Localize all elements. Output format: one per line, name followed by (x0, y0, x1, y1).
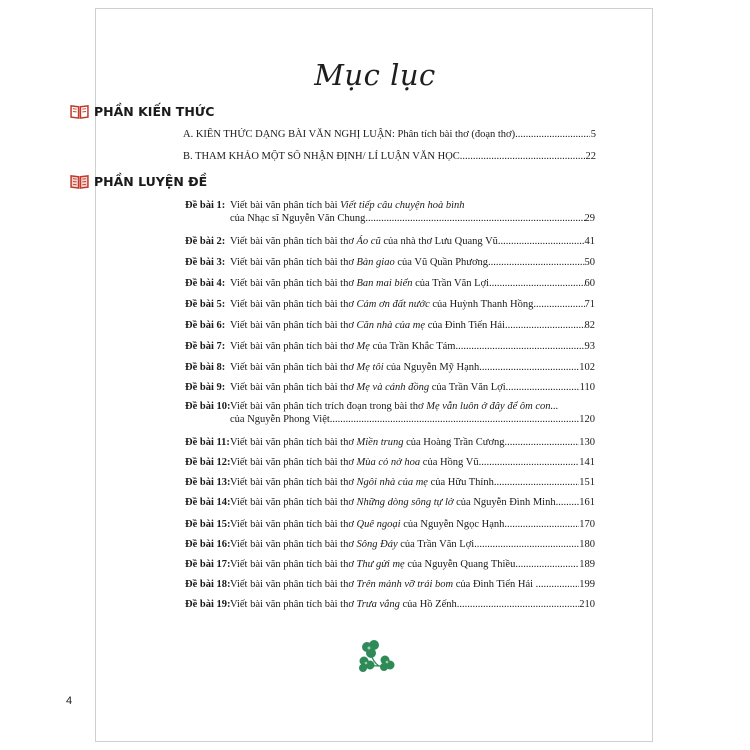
leader-dots (457, 598, 580, 611)
exercise-text-cont: của Nguyễn Phong Việt (230, 414, 330, 425)
work-title: Trên mảnh vỡ trái bom (356, 579, 454, 590)
exercise-author: của Hoàng Trần Cương (403, 437, 505, 448)
exercise-label: Đề bài 19: (185, 599, 231, 610)
work-title: Thư gửi mẹ (356, 559, 405, 570)
work-title: Miền trung (356, 437, 404, 448)
exercise-label: Đề bài 17: (185, 559, 231, 570)
leader-dots (479, 361, 579, 374)
section-heading-label: PHẦN KIẾN THỨC (94, 104, 215, 119)
exercise-page: 50 (584, 257, 595, 268)
toc-entry-page: 22 (585, 151, 596, 162)
exercise-author: của Đinh Tiến Hải (425, 320, 505, 331)
exercise-page: 199 (579, 579, 595, 590)
leader-dots (460, 150, 585, 163)
leader-dots (541, 578, 579, 591)
work-title: Viết tiếp câu chuyện hoà bình (340, 200, 465, 211)
exercise-text: Viết bài văn phân tích bài thơ (230, 236, 357, 247)
exercise-author: của Đinh Tiến Hải .. (453, 579, 541, 590)
exercise-author: của Vũ Quần Phương (394, 257, 489, 268)
section-heading-label: PHẦN LUYỆN ĐỀ (94, 174, 208, 189)
exercise-author: của Trần Văn Lợi (429, 382, 506, 393)
exercise-text-cont: của Nhạc sĩ Nguyễn Văn Chung (230, 213, 366, 224)
exercise-label: Đề bài 12: (185, 457, 231, 468)
exercise-text: Viết bài văn phân tích bài thơ (230, 539, 357, 550)
leader-dots (556, 496, 580, 509)
exercise-page: 71 (584, 299, 595, 310)
exercise-label: Đề bài 6: (185, 320, 226, 331)
leader-dots (506, 381, 580, 394)
work-title: Mẹ và cánh đồng (356, 382, 430, 393)
work-title: Trưa vắng (356, 599, 400, 610)
exercise-label: Đề bài 3: (185, 257, 226, 268)
exercise-author: của Nguyễn Quang Thiều (404, 559, 516, 570)
exercise-page: 170 (579, 519, 595, 530)
leader-dots (455, 340, 584, 353)
exercise-label: Đề bài 10: (185, 401, 231, 412)
exercise-text: Viết bài văn phân tích bài (230, 200, 341, 211)
work-title: Mùa cỏ nở hoa (356, 457, 421, 468)
leader-dots (474, 538, 579, 551)
page-title: Mục lục (314, 58, 436, 92)
exercise-label: Đề bài 4: (185, 278, 226, 289)
exercise-page: 60 (584, 278, 595, 289)
open-book-icon (70, 174, 89, 189)
leader-dots (488, 256, 584, 269)
exercise-label: Đề bài 9: (185, 382, 226, 393)
clover-icon (355, 636, 399, 676)
toc-entry[interactable] (183, 128, 596, 141)
exercise-page: 210 (579, 599, 595, 610)
leader-dots (505, 436, 580, 449)
exercise-author: của Hồng Vũ (420, 457, 479, 468)
leader-dots (533, 298, 584, 311)
exercise-text: Viết bài văn phân tích bài thơ (230, 519, 357, 530)
exercise-author: của Nguyễn Đình Minh (453, 497, 556, 508)
work-title: Cảm ơn đất nước (356, 299, 430, 310)
exercise-page: 29 (584, 213, 595, 224)
exercise-page: 180 (579, 539, 595, 550)
exercise-page: 161 (579, 497, 595, 508)
exercise-text: Viết bài văn phân tích bài thơ (230, 599, 357, 610)
exercise-author: của Hồ Zếnh (399, 599, 457, 610)
open-book-icon (70, 104, 89, 119)
exercise-label: Đề bài 8: (185, 362, 226, 373)
exercise-label: Đề bài 16: (185, 539, 231, 550)
exercise-entry[interactable] (185, 400, 595, 428)
exercise-page: 102 (579, 362, 595, 373)
work-title: Mẹ (356, 341, 370, 352)
exercise-page: 93 (584, 341, 595, 352)
exercise-text: Viết bài văn phân tích trích đoạn trong bài thơ (230, 401, 427, 412)
section-heading-practice (70, 174, 207, 189)
leader-dots (479, 456, 580, 469)
work-title: Sông Đáy (356, 539, 398, 550)
exercise-label: Đề bài 5: (185, 299, 226, 310)
exercise-text: Viết bài văn phân tích bài thơ (230, 457, 357, 468)
toc-entry-page: 5 (590, 129, 596, 140)
exercise-page: 189 (579, 559, 595, 570)
exercise-text: Viết bài văn phân tích bài thơ (230, 437, 357, 448)
leader-dots (515, 128, 590, 141)
exercise-text: Viết bài văn phân tích bài thơ (230, 320, 357, 331)
exercise-author: của Trần Văn Lợi (397, 539, 475, 550)
work-title: Ngôi nhà của mẹ (356, 477, 428, 488)
exercise-page: 41 (584, 236, 595, 247)
work-title: Những dòng sông tự lở (356, 497, 454, 508)
exercise-author: của Nguyễn Mỹ Hạnh (383, 362, 480, 373)
exercise-label: Đề bài 13: (185, 477, 231, 488)
toc-entry[interactable] (183, 150, 596, 163)
leader-dots (494, 476, 579, 489)
exercise-author: của Huỳnh Thanh Hồng (429, 299, 534, 310)
leader-dots (505, 319, 585, 332)
exercise-text: Viết bài văn phân tích bài thơ (230, 497, 357, 508)
exercise-text: Viết bài văn phân tích bài thơ (230, 257, 357, 268)
exercise-text: Viết bài văn phân tích bài thơ (230, 299, 357, 310)
exercise-label: Đề bài 18: (185, 579, 231, 590)
exercise-label: Đề bài 14: (185, 497, 231, 508)
exercise-label: Đề bài 11: (185, 437, 230, 448)
exercise-page: 130 (579, 437, 595, 448)
page-number: 4 (66, 695, 73, 707)
exercise-text: Viết bài văn phân tích bài thơ (230, 362, 357, 373)
exercise-label: Đề bài 7: (185, 341, 226, 352)
work-title: Căn nhà của mẹ (356, 320, 426, 331)
work-title: Mẹ tôi (356, 362, 384, 373)
exercise-author: của Trần Văn Lợi (412, 278, 490, 289)
toc-entry-text: A. KIẾN THỨC DẠNG BÀI VĂN NGHỊ LUẬN: Phân tích bài thơ (đoạn thơ) (183, 129, 516, 140)
exercise-page: 110 (579, 382, 595, 393)
work-title: Quê ngoại (356, 519, 401, 530)
toc-entry-text: B. THAM KHẢO MỘT SỐ NHẬN ĐỊNH/ LÍ LUẬN VĂN HỌC (183, 151, 460, 162)
work-title: Bàn giao (356, 257, 395, 268)
work-title: Ban mai biển (356, 278, 413, 289)
exercise-page: 120 (579, 414, 595, 425)
leader-dots (504, 518, 579, 531)
section-heading-knowledge (70, 104, 214, 119)
exercise-label: Đề bài 1: (185, 200, 226, 211)
exercise-author: của nhà thơ Lưu Quang Vũ (380, 236, 498, 247)
leader-dots (330, 413, 579, 426)
exercise-author: của Hữu Thỉnh (427, 477, 494, 488)
exercise-label: Đề bài 15: (185, 519, 231, 530)
leader-dots (365, 212, 584, 225)
work-title: Mẹ vẫn luôn ở đây để ôm con... (426, 401, 559, 412)
leader-dots (515, 558, 579, 571)
exercise-text: Viết bài văn phân tích bài thơ (230, 559, 357, 570)
leader-dots (489, 277, 584, 290)
exercise-text: Viết bài văn phân tích bài thơ (230, 477, 357, 488)
exercise-text: Viết bài văn phân tích bài thơ (230, 341, 357, 352)
exercise-page: 141 (579, 457, 595, 468)
exercise-text: Viết bài văn phân tích bài thơ (230, 382, 357, 393)
exercise-author: của Nguyễn Ngọc Hạnh (400, 519, 505, 530)
exercise-text: Viết bài văn phân tích bài thơ (230, 278, 357, 289)
leader-dots (498, 235, 585, 248)
exercise-label: Đề bài 2: (185, 236, 226, 247)
exercise-page: 151 (579, 477, 595, 488)
work-title: Áo cũ (356, 236, 381, 247)
exercise-page: 82 (584, 320, 595, 331)
exercise-entry[interactable] (185, 199, 595, 227)
exercise-author: của Trần Khắc Tám (369, 341, 456, 352)
exercise-text: Viết bài văn phân tích bài thơ (230, 579, 357, 590)
